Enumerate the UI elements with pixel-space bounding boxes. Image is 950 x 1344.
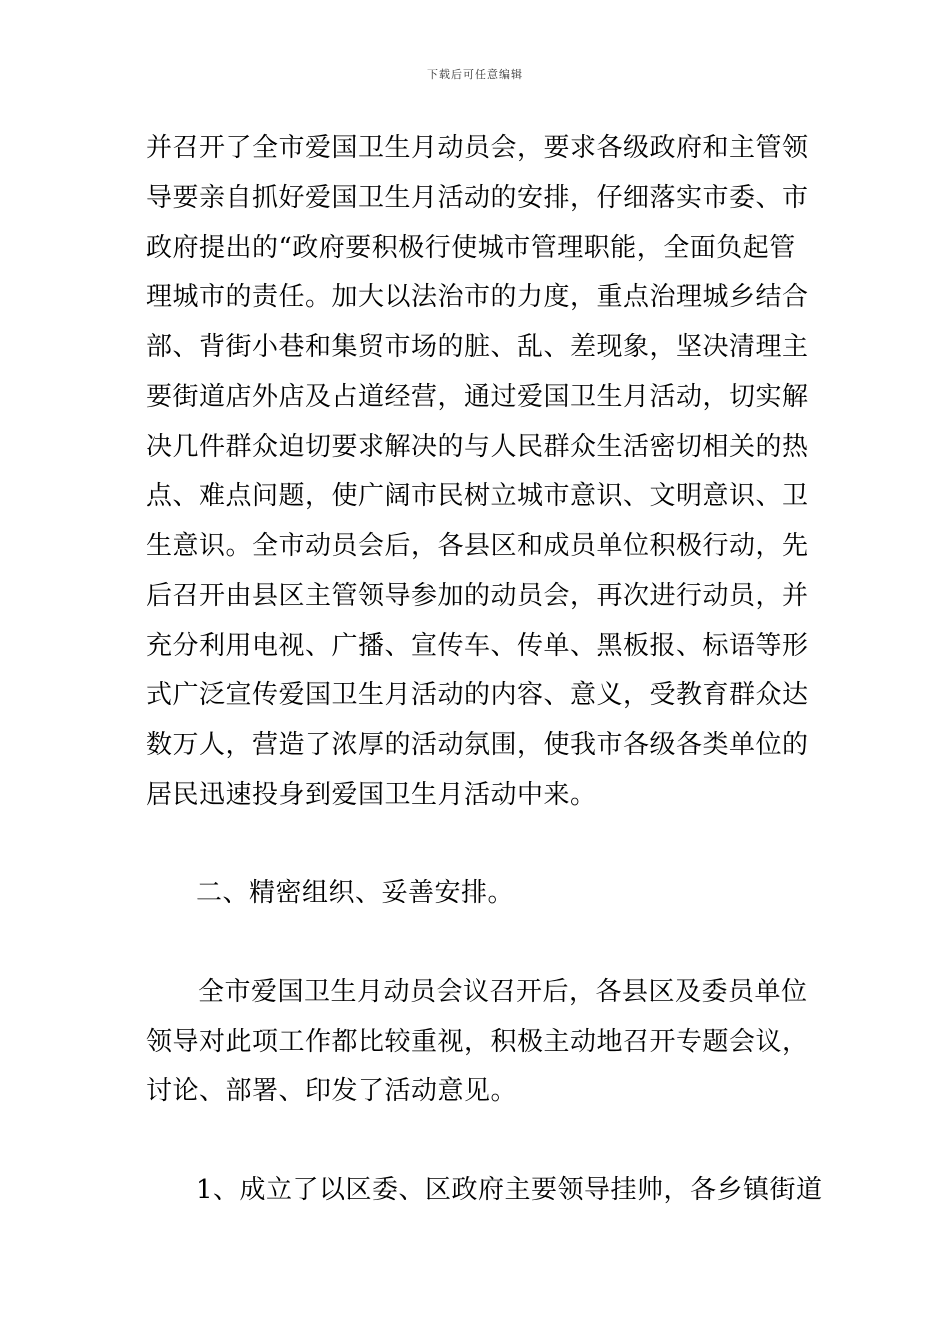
page-header-note: 下载后可任意编辑 (427, 68, 523, 81)
paragraph-line: 导要亲自抓好爱国卫生月活动的安排，仔细落实市委、市 (146, 183, 809, 213)
paragraph-line: 全市爱国卫生月动员会议召开后，各县区及委员单位 (198, 977, 808, 1007)
paragraph-line: 理城市的责任。加大以法治市的力度，重点治理城乡结合 (146, 282, 809, 312)
section-heading: 二、精密组织、妥善安排。 (196, 878, 515, 908)
paragraph-line: 生意识。全市动员会后，各县区和成员单位积极行动，先 (146, 531, 809, 561)
paragraph-line: 领导对此项工作都比较重视，积极主动地召开专题会议， (146, 1027, 809, 1057)
paragraph-line: 要街道店外店及占道经营，通过爱国卫生月活动，切实解 (146, 382, 809, 412)
paragraph-line: 点、难点问题，使广阔市民树立城市意识、文明意识、卫 (146, 481, 809, 511)
paragraph-line: 充分利用电视、广播、宣传车、传单、黑板报、标语等形 (146, 631, 809, 661)
paragraph-line: 1、成立了以区委、区政府主要领导挂帅，各乡镇街道 (196, 1175, 823, 1205)
paragraph-line: 式广泛宣传爱国卫生月活动的内容、意义，受教育群众达 (146, 680, 809, 710)
paragraph-line: 部、背街小巷和集贸市场的脏、乱、差现象，坚决清理主 (146, 332, 809, 362)
paragraph-line: 后召开由县区主管领导参加的动员会，再次进行动员，并 (146, 581, 809, 611)
paragraph-line: 决几件群众迫切要求解决的与人民群众生活密切相关的热 (146, 432, 809, 462)
paragraph-line: 政府提出的“政府要积极行使城市管理职能，全面负起管 (146, 233, 796, 263)
paragraph-line: 居民迅速投身到爱国卫生月活动中来。 (146, 780, 597, 810)
paragraph-line: 并召开了全市爱国卫生月动员会，要求各级政府和主管领 (146, 133, 809, 163)
paragraph-line: 数万人，营造了浓厚的活动氛围，使我市各级各类单位的 (146, 730, 809, 760)
paragraph-line: 讨论、部署、印发了活动意见。 (146, 1076, 518, 1106)
